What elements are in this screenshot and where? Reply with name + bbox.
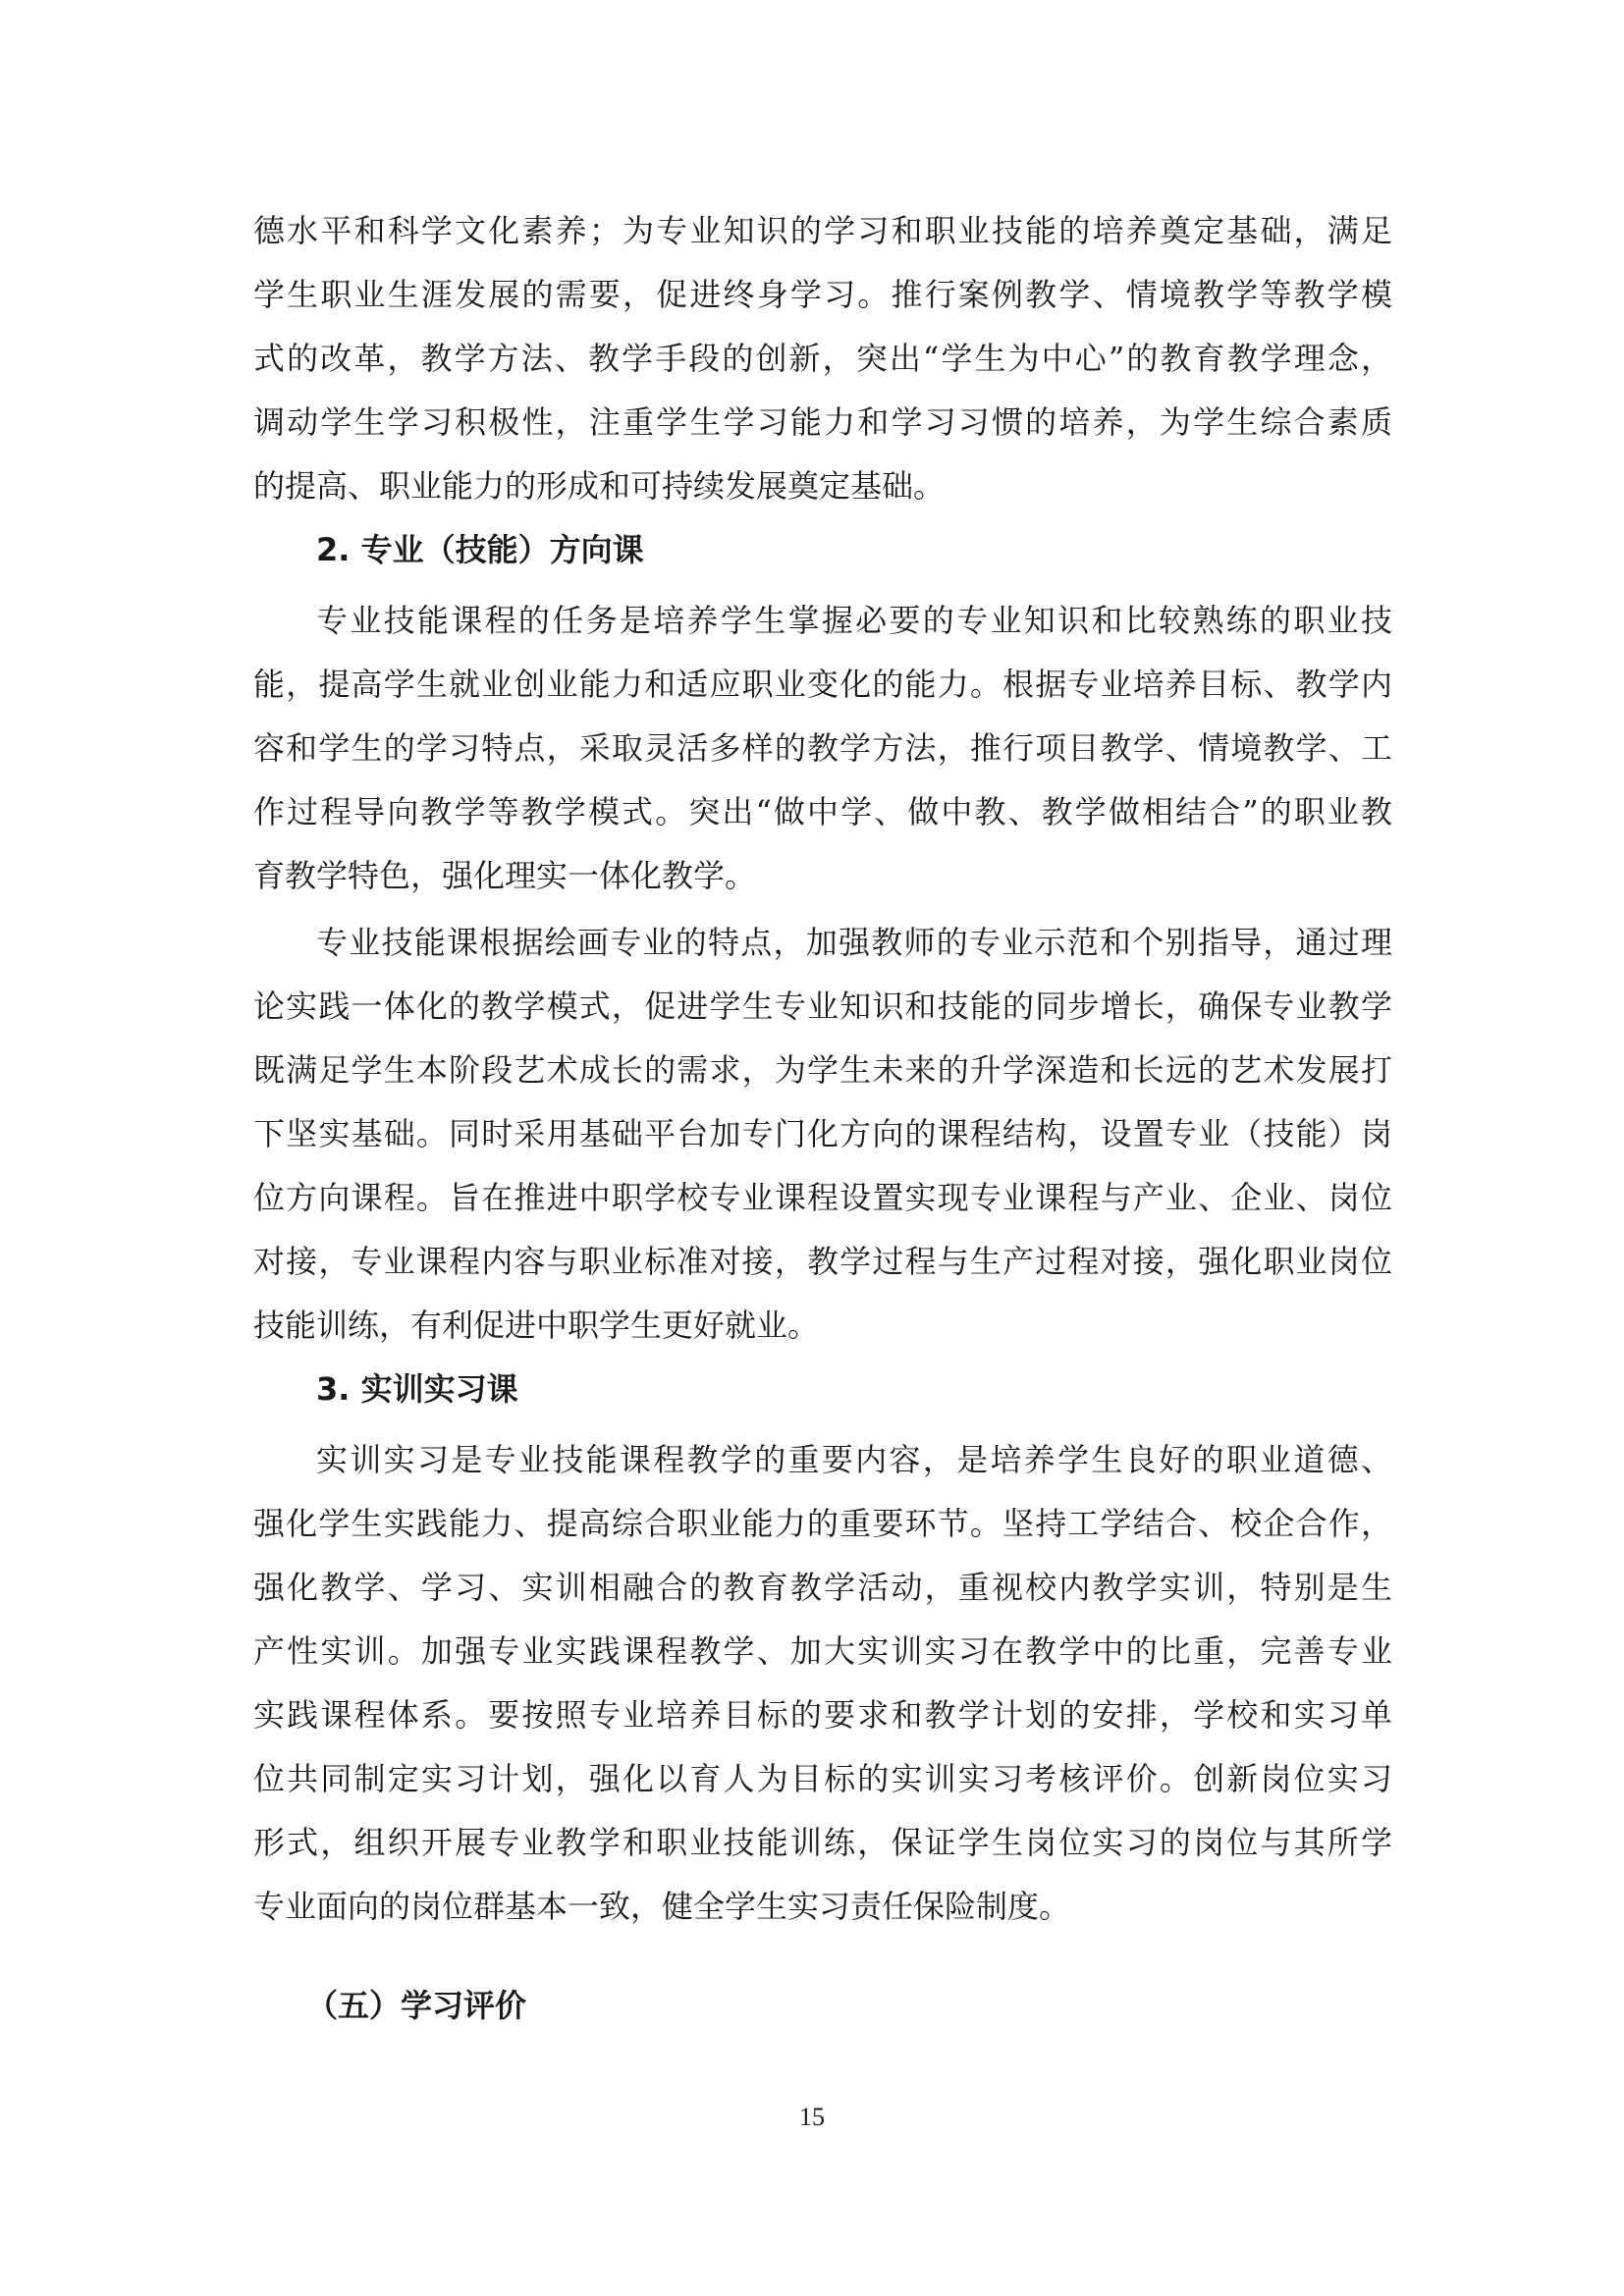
paragraph-line: 学生职业生涯发展的需要，促进终身学习。推行案例教学、情境教学等教学模 bbox=[253, 276, 1392, 313]
section-heading: 3. 实训实习课 bbox=[316, 1370, 518, 1408]
paragraph-line: 强化教学、学习、实训相融合的教育教学活动，重视校内教学实训，特别是生 bbox=[253, 1569, 1392, 1606]
paragraph-line: 技能训练，有利促进中职学生更好就业。 bbox=[253, 1307, 820, 1344]
paragraph-line: 强化学生实践能力、提高综合职业能力的重要环节。坚持工学结合、校企合作， bbox=[253, 1505, 1392, 1542]
paragraph-line: 调动学生学习积极性，注重学生学习能力和学习习惯的培养，为学生综合素质 bbox=[253, 403, 1392, 441]
paragraph-line: 专业面向的岗位群基本一致，健全学生实习责任保险制度。 bbox=[253, 1888, 1071, 1925]
paragraph-line: 式的改革，教学方法、教学手段的创新，突出“学生为中心”的教育教学理念， bbox=[253, 340, 1392, 377]
paragraph-line: 专业技能课程的任务是培养学生掌握必要的专业知识和比较熟练的职业技 bbox=[316, 602, 1392, 639]
paragraph-line: 下坚实基础。同时采用基础平台加专门化方向的课程结构，设置专业（技能）岗 bbox=[253, 1115, 1392, 1152]
section-heading: （五）学习评价 bbox=[306, 1987, 527, 2024]
paragraph-line: 容和学生的学习特点，采取灵活多样的教学方法，推行项目教学、情境教学、工 bbox=[253, 729, 1392, 767]
paragraph-line: 育教学特色，强化理实一体化教学。 bbox=[253, 857, 757, 894]
paragraph-line: 实训实习是专业技能课程教学的重要内容，是培养学生良好的职业道德、 bbox=[316, 1441, 1392, 1478]
paragraph-line: 能，提高学生就业创业能力和适应职业变化的能力。根据专业培养目标、教学内 bbox=[253, 666, 1392, 703]
paragraph-line: 德水平和科学文化素养；为专业知识的学习和职业技能的培养奠定基础，满足 bbox=[253, 212, 1392, 249]
section-heading: 2. 专业（技能）方向课 bbox=[316, 531, 644, 568]
paragraph-line: 位共同制定实习计划，强化以育人为目标的实训实习考核评价。创新岗位实习 bbox=[253, 1760, 1392, 1797]
paragraph-line: 专业技能课根据绘画专业的特点，加强教师的专业示范和个别指导，通过理 bbox=[316, 924, 1392, 961]
paragraph-line: 实践课程体系。要按照专业培养目标的要求和教学计划的安排，学校和实习单 bbox=[253, 1696, 1392, 1734]
paragraph-line: 的提高、职业能力的形成和可持续发展奠定基础。 bbox=[253, 467, 946, 505]
page-number: 15 bbox=[799, 2103, 825, 2131]
paragraph-line: 对接，专业课程内容与职业标准对接，教学过程与生产过程对接，强化职业岗位 bbox=[253, 1243, 1392, 1280]
paragraph-line: 论实践一体化的教学模式，促进学生专业知识和技能的同步增长，确保专业教学 bbox=[253, 988, 1392, 1025]
paragraph-line: 位方向课程。旨在推进中职学校专业课程设置实现专业课程与产业、企业、岗位 bbox=[253, 1179, 1392, 1216]
paragraph-line: 产性实训。加强专业实践课程教学、加大实训实习在教学中的比重，完善专业 bbox=[253, 1632, 1392, 1670]
paragraph-line: 形式，组织开展专业教学和职业技能训练，保证学生岗位实习的岗位与其所学 bbox=[253, 1824, 1392, 1861]
paragraph-line: 既满足学生本阶段艺术成长的需求，为学生未来的升学深造和长远的艺术发展打 bbox=[253, 1051, 1392, 1089]
paragraph-line: 作过程导向教学等教学模式。突出“做中学、做中教、教学做相结合”的职业教 bbox=[253, 793, 1392, 830]
